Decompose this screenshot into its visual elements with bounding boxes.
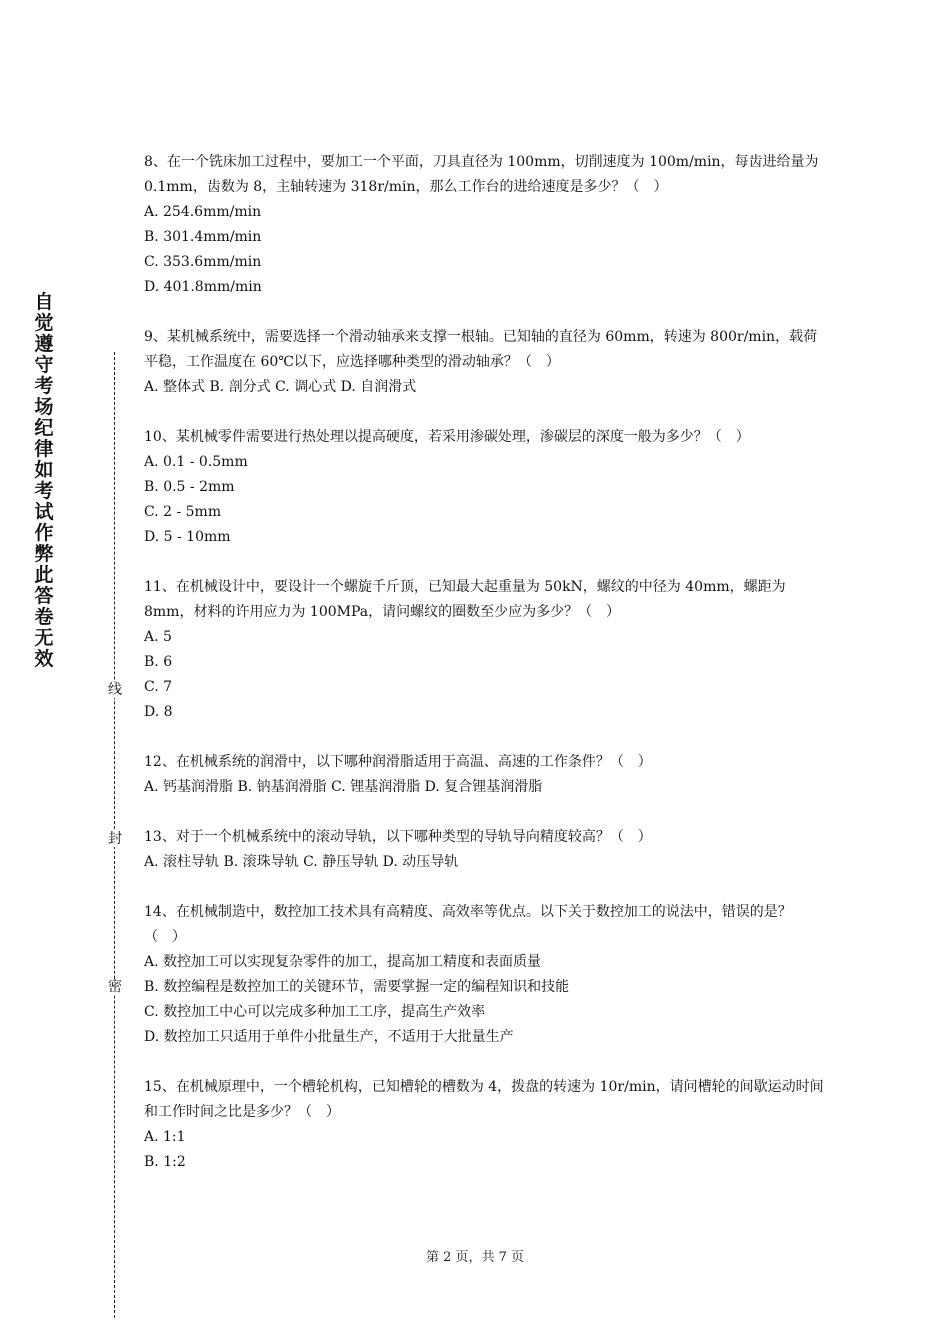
option-c: C. 7 xyxy=(144,679,173,695)
question-stem: 12、在机械系统的润滑中，以下哪种润滑脂适用于高温、高速的工作条件？（ ） xyxy=(144,754,652,770)
option-d: D. 8 xyxy=(144,704,173,720)
option-d: D. 401.8mm/min xyxy=(144,279,262,295)
option-c: C. 数控加工中心可以完成多种加工工序，提高生产效率 xyxy=(144,1004,486,1020)
option-b: B. 数控编程是数控加工的关键环节，需要掌握一定的编程知识和技能 xyxy=(144,979,570,995)
question-stem: 15、在机械原理中，一个槽轮机构，已知槽轮的槽数为 4，拨盘的转速为 10r/min，请问槽轮的间歇运动时间和工作时间之比是多少？（ ） xyxy=(144,1079,824,1120)
question-stem: 11、在机械设计中，要设计一个螺旋千斤顶，已知最大起重量为 50kN，螺纹的中径为 40mm，螺距为 8mm，材料的许用应力为 100MPa，请问螺纹的圈数至少应为多少？（ ） xyxy=(144,579,786,620)
binding-label-line: 线 xyxy=(108,682,122,698)
option-b: B. 0.5 - 2mm xyxy=(144,479,235,495)
question-14 xyxy=(144,900,824,1050)
option-b: B. 6 xyxy=(144,654,173,670)
option-line: A. 整体式 B. 剖分式 C. 调心式 D. 自润滑式 xyxy=(144,379,417,395)
option-a: A. 1:1 xyxy=(144,1129,186,1145)
question-15 xyxy=(144,1075,824,1175)
option-d: D. 数控加工只适用于单件小批量生产，不适用于大批量生产 xyxy=(144,1029,514,1045)
question-10 xyxy=(144,425,824,550)
exam-discipline-notice: 自觉遵守考场纪律如考试作弊此答卷无效 xyxy=(34,291,54,670)
option-line: A. 钙基润滑脂 B. 钠基润滑脂 C. 锂基润滑脂 D. 复合锂基润滑脂 xyxy=(144,779,543,795)
question-stem: 13、对于一个机械系统中的滚动导轨，以下哪种类型的导轨导向精度较高？（ ） xyxy=(144,829,652,845)
question-11 xyxy=(144,575,824,725)
option-b: B. 301.4mm/min xyxy=(144,229,262,245)
option-b: B. 1:2 xyxy=(144,1154,186,1170)
question-stem: 14、在机械制造中，数控加工技术具有高精度、高效率等优点。以下关于数控加工的说法中，错误的是？（ ） xyxy=(144,904,792,945)
option-a: A. 5 xyxy=(144,629,172,645)
option-a: A. 数控加工可以实现复杂零件的加工，提高加工精度和表面质量 xyxy=(144,954,542,970)
option-c: C. 353.6mm/min xyxy=(144,254,262,270)
question-stem: 9、某机械系统中，需要选择一个滑动轴承来支撑一根轴。已知轴的直径为 60mm，转速为 800r/min，载荷平稳，工作温度在 60℃以下，应选择哪种类型的滑动轴承？（ ） xyxy=(144,329,818,370)
question-8 xyxy=(144,150,824,300)
option-c: C. 2 - 5mm xyxy=(144,504,222,520)
question-stem: 8、在一个铣床加工过程中，要加工一个平面，刀具直径为 100mm，切削速度为 100m/min，每齿进给量为 0.1mm，齿数为 8，主轴转速为 318r/min，那么工作台的进给速度是多少？（ ） xyxy=(144,154,819,195)
option-line: A. 滚柱导轨 B. 滚珠导轨 C. 静压导轨 D. 动压导轨 xyxy=(144,854,459,870)
question-9 xyxy=(144,325,824,400)
page-number: 第 2 页，共 7 页 xyxy=(425,1250,525,1265)
question-12 xyxy=(144,750,824,800)
question-list xyxy=(144,150,824,1200)
option-d: D. 5 - 10mm xyxy=(144,529,231,545)
binding-label-secret: 密 xyxy=(108,979,122,995)
option-a: A. 0.1 - 0.5mm xyxy=(144,454,248,470)
question-stem: 10、某机械零件需要进行热处理以提高硬度，若采用渗碳处理，渗碳层的深度一般为多少？（ ） xyxy=(144,429,750,445)
question-13 xyxy=(144,825,824,875)
binding-label-seal: 封 xyxy=(108,831,122,847)
option-a: A. 254.6mm/min xyxy=(144,204,262,220)
